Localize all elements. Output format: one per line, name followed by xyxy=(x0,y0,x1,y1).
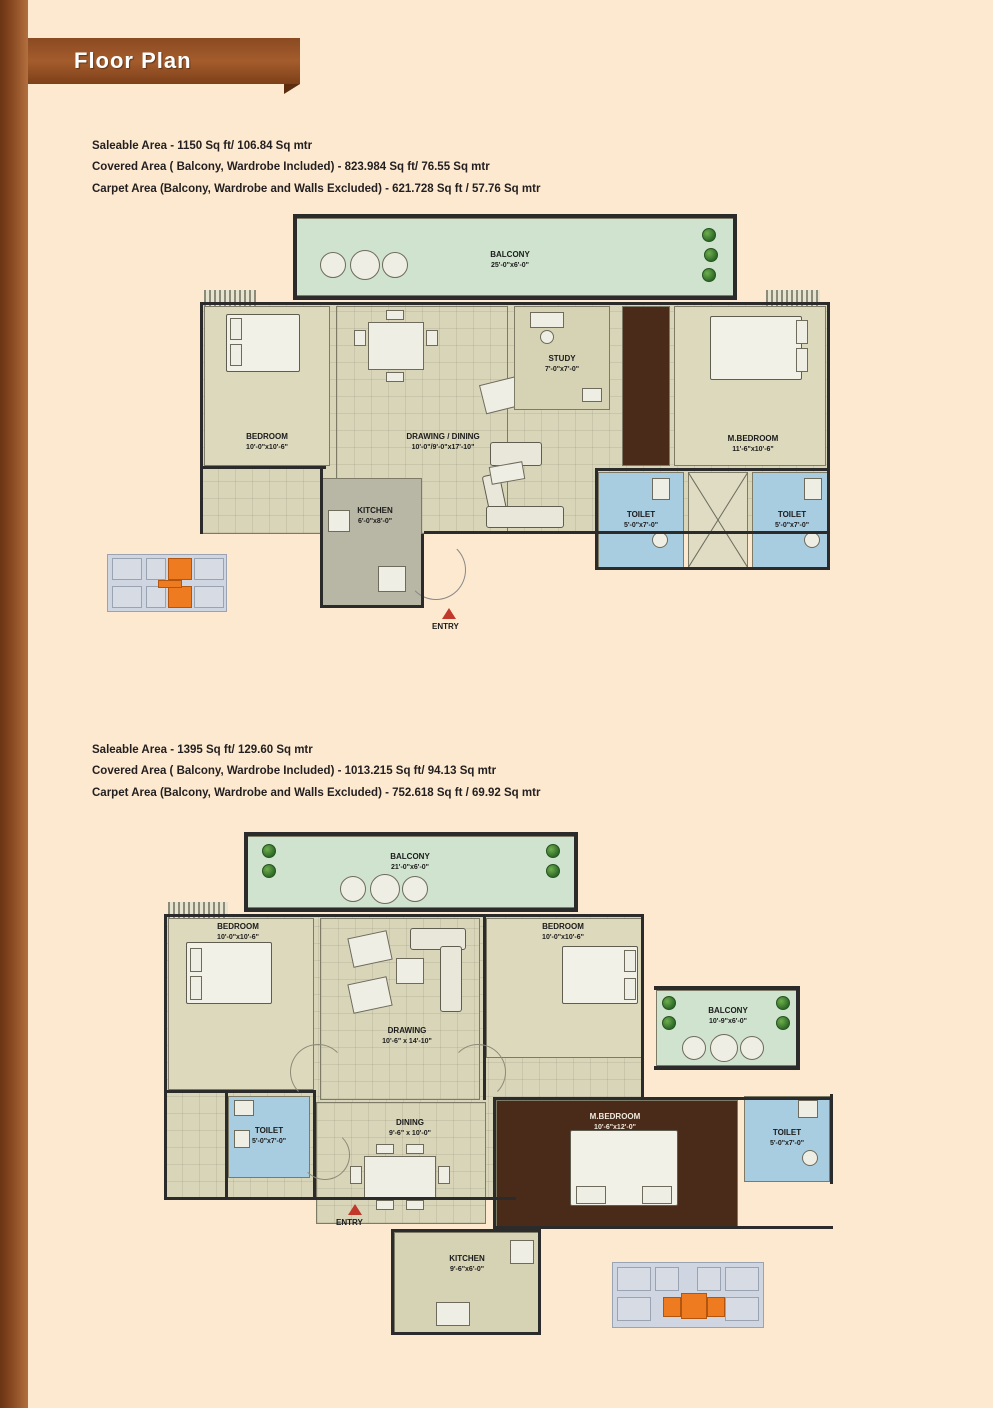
plant-icon xyxy=(546,844,560,858)
chair-icon xyxy=(354,330,366,346)
plan-a-balcony-chair xyxy=(382,252,408,278)
dining-table-icon xyxy=(364,1156,436,1198)
plant-icon xyxy=(546,864,560,878)
entry-arrow-icon xyxy=(348,1204,362,1215)
plan-b-dining-label: DINING 9'-6" x 10'-0" xyxy=(389,1118,431,1137)
plant-icon xyxy=(262,844,276,858)
plan-a-study-label: STUDY 7'-0"x7'-0" xyxy=(544,354,580,373)
shaft-cross-icon xyxy=(688,472,748,568)
bed-icon xyxy=(710,316,802,380)
page-title-ribbon xyxy=(28,38,300,84)
chair-icon xyxy=(540,330,554,344)
plan-a-entry-label: ENTRY xyxy=(432,622,459,631)
plan-b-balcony-chair xyxy=(340,876,366,902)
plant-icon xyxy=(702,268,716,282)
washbasin-icon xyxy=(804,532,820,548)
sofa-icon xyxy=(440,946,462,1012)
pillow-icon xyxy=(624,950,636,972)
pillow-icon xyxy=(796,320,808,344)
plan-a-balcony-label: BALCONY 25'-0"x6'-0" xyxy=(490,250,530,269)
plant-icon xyxy=(262,864,276,878)
plan-b-right-balcony-table xyxy=(710,1034,738,1062)
wc-icon xyxy=(652,478,670,500)
stove-icon xyxy=(436,1302,470,1326)
door-swing-arc xyxy=(290,1044,346,1100)
washbasin-icon xyxy=(652,532,668,548)
chair-icon xyxy=(386,372,404,382)
plan-a-bedroom-label: BEDROOM 10'-0"x10'-6" xyxy=(246,432,288,451)
door-swing-arc xyxy=(406,540,466,600)
plan-b-balcony-right-label: BALCONY 10'-9"x6'-0" xyxy=(708,1006,748,1025)
chair-icon xyxy=(376,1144,394,1154)
door-swing-arc xyxy=(450,1044,506,1100)
plan-a-toilet-2-label: TOILET 5'-0"x7'-0" xyxy=(774,510,810,529)
plan-b-toilet-right-label: TOILET 5'-0"x7'-0" xyxy=(769,1128,805,1147)
plan-b-kitchen-label: KITCHEN 9'-6"x6'-0" xyxy=(449,1254,485,1273)
chair-icon xyxy=(386,310,404,320)
side-table-icon xyxy=(576,1186,606,1204)
plan-b-balcony-top-label: BALCONY 21'-0"x6'-0" xyxy=(390,852,430,871)
plan-b-right-balcony-chair xyxy=(740,1036,764,1060)
plan-a-key-plan xyxy=(107,554,227,612)
plan-b-spec-line-2: Covered Area ( Balcony, Wardrobe Included) - 1013.215 Sq ft/ 94.13 Sq mtr xyxy=(92,765,497,778)
side-table-icon xyxy=(642,1186,672,1204)
chair-icon xyxy=(426,330,438,346)
plan-b-spec-line-3: Carpet Area (Balcony, Wardrobe and Walls Excluded) - 752.618 Sq ft / 69.92 Sq mtr xyxy=(92,786,541,799)
desk-icon xyxy=(530,312,564,328)
plan-a-drawing-dining-label: DRAWING / DINING 10'-0"/9'-0"x17'-10" xyxy=(406,432,480,451)
entry-arrow-icon xyxy=(442,608,456,619)
dining-table-icon xyxy=(368,322,424,370)
floor-plan-a xyxy=(190,210,850,630)
pillow-icon xyxy=(190,976,202,1000)
washbasin-icon xyxy=(802,1150,818,1166)
bathtub-icon xyxy=(798,1100,818,1118)
chair-icon xyxy=(406,1144,424,1154)
plan-b-right-balcony-chair xyxy=(682,1036,706,1060)
plan-a-balcony-chair xyxy=(320,252,346,278)
plan-a-kitchen-room xyxy=(322,478,422,606)
plan-b-master-bedroom-label: M.BEDROOM 10'-6"x12'-0" xyxy=(589,1112,641,1131)
plan-b-entry-label: ENTRY xyxy=(336,1218,363,1227)
plant-icon xyxy=(702,228,716,242)
left-decorative-bar xyxy=(0,0,28,1408)
page-title: Floor Plan xyxy=(74,48,192,73)
plan-b-key-plan xyxy=(612,1262,764,1328)
plan-a-toilet-1-label: TOILET 5'-0"x7'-0" xyxy=(623,510,659,529)
plan-a-master-bedroom-label: M.BEDROOM 11'-6"x10'-6" xyxy=(727,434,779,453)
cabinet-icon xyxy=(582,388,602,402)
plan-a-kitchen-label: KITCHEN 6'-0"x8'-0" xyxy=(357,506,393,525)
wc-icon xyxy=(804,478,822,500)
plan-b-balcony-table xyxy=(370,874,400,904)
pillow-icon xyxy=(624,978,636,1000)
chair-icon xyxy=(406,1200,424,1210)
pillow-icon xyxy=(190,948,202,972)
plan-a-specs xyxy=(92,136,540,200)
bathtub-icon xyxy=(234,1100,254,1116)
plan-a-spec-line-2: Covered Area ( Balcony, Wardrobe Included) - 823.984 Sq ft/ 76.55 Sq mtr xyxy=(92,161,490,174)
plan-b-specs xyxy=(92,740,540,804)
chair-icon xyxy=(350,1166,362,1184)
sofa-icon xyxy=(486,506,564,528)
plan-b-bedroom-right-label: BEDROOM 10'-0"x10'-6" xyxy=(542,922,584,941)
pillow-icon xyxy=(796,348,808,372)
stove-icon xyxy=(378,566,406,592)
pillow-icon xyxy=(230,344,242,366)
plan-a-spec-line-3: Carpet Area (Balcony, Wardrobe and Walls Excluded) - 621.728 Sq ft / 57.76 Sq mtr xyxy=(92,182,541,195)
coffee-table-icon xyxy=(396,958,424,984)
chair-icon xyxy=(438,1166,450,1184)
plan-b-balcony-chair xyxy=(402,876,428,902)
pillow-icon xyxy=(230,318,242,340)
plan-a-balcony-table xyxy=(350,250,380,280)
chair-icon xyxy=(376,1200,394,1210)
plan-b-bedroom-left-label: BEDROOM 10'-0"x10'-6" xyxy=(217,922,259,941)
plant-icon xyxy=(704,248,718,262)
ribbon-fold-decoration xyxy=(284,84,300,94)
plan-b-drawing-label: DRAWING 10'-6" x 14'-10" xyxy=(382,1026,432,1045)
plan-a-spec-line-1: Saleable Area - 1150 Sq ft/ 106.84 Sq mtr xyxy=(92,140,313,152)
plan-b-spec-line-1: Saleable Area - 1395 Sq ft/ 129.60 Sq mtr xyxy=(92,744,313,756)
door-swing-arc xyxy=(300,1130,350,1180)
plan-b-toilet-left-label: TOILET 5'-0"x7'-0" xyxy=(251,1126,287,1145)
plan-a-wardrobe xyxy=(622,306,670,466)
